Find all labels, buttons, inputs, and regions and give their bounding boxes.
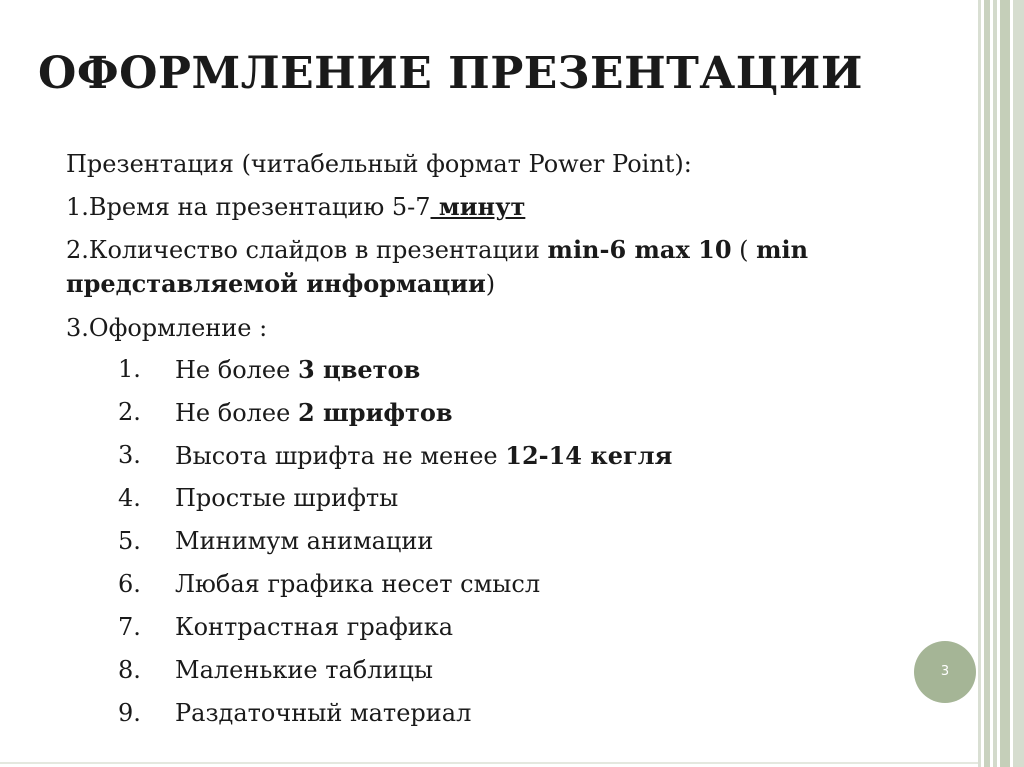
item-2-bold2: min представляемой информации [66,235,809,298]
list-number: 2. [118,398,141,426]
list-text-regular: Высота шрифта не менее [175,442,506,470]
list-text: Простые шрифты [175,484,399,512]
list-number: 1. [118,355,141,383]
list-number: 4. [118,484,141,512]
slide-title: ОФОРМЛЕНИЕ ПРЕЗЕНТАЦИИ [38,48,863,99]
list-text: Любая графика несет смысл [175,570,541,598]
list-text [175,439,672,473]
list-text: Минимум анимации [175,527,434,555]
item-1-underlined: минут [430,192,526,221]
item-2-bold: min-6 max 10 [547,235,732,264]
item-2 [66,233,886,301]
list-text-regular: Не более [175,399,298,427]
list-text: Маленькие таблицы [175,656,434,684]
list-text-bold: 3 цветов [297,355,421,384]
bottom-divider [0,762,978,764]
item-2-text2: ( [731,236,757,264]
item-2-text: 2.Количество слайдов в презентации [66,236,548,264]
list-number: 6. [118,570,141,598]
decor-stripe [978,0,981,767]
list-number: 7. [118,613,141,641]
item-3: 3.Оформление : [66,314,268,342]
decor-stripe [984,0,990,767]
list-number: 8. [118,656,141,684]
list-text: Контрастная графика [175,613,454,641]
intro-text: Презентация (читабельный формат Power Point): [66,150,692,178]
list-text: Раздаточный материал [175,699,472,727]
list-text [175,353,420,387]
decor-stripe [1000,0,1010,767]
item-2-text3: ) [485,270,496,298]
decor-stripe [993,0,997,767]
list-text-bold: 12-14 кегля [505,441,673,470]
list-text [175,396,453,430]
item-1 [66,190,886,224]
list-text-regular: Не более [175,356,298,384]
decor-stripe [1013,0,1024,767]
list-number: 5. [118,527,141,555]
list-number: 3. [118,441,141,469]
list-text-bold: 2 шрифтов [297,398,453,427]
page-number-badge: 3 [914,641,976,703]
item-1-text: 1.Время на презентацию 5-7 [66,193,431,221]
list-number: 9. [118,699,141,727]
